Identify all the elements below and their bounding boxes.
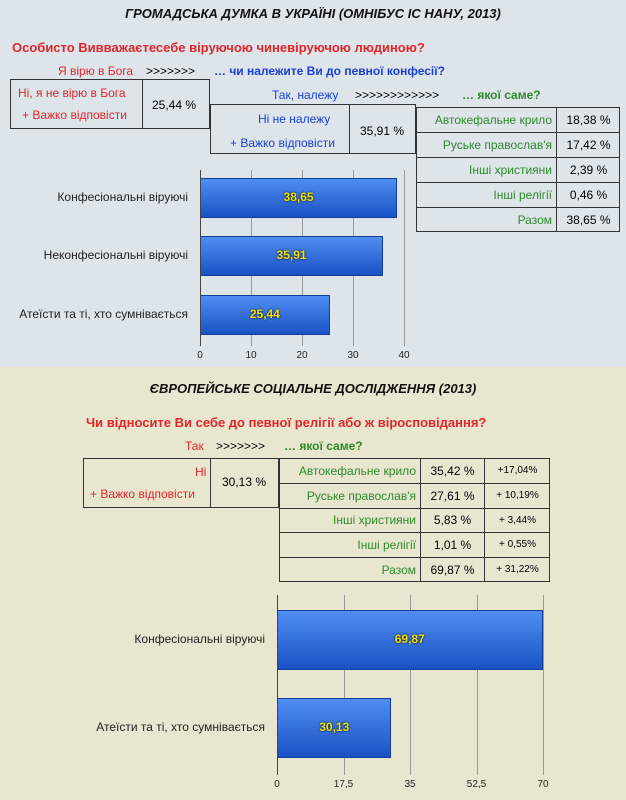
arrows-2: >>>>>>>>>>>> [355,88,440,102]
ess-conf-diff: + 31,22% [496,564,539,575]
conf-row-name: Інші християни [469,162,552,177]
omnibus-title: ГРОМАДСЬКА ДУМКА В УКРАЇНІ (ОМНІБУС ІС НАНУ, 2013) [125,6,501,21]
conf-row-name: Разом [517,212,552,227]
ess-conf-value: 35,42 % [430,463,475,478]
nonconfessional-line2: + Важко відповісти [230,136,335,150]
gridline [543,595,544,775]
category-label: Конфесіональні віруючі [57,190,188,204]
x-tick-label: 0 [274,779,280,790]
x-tick-label: 0 [197,350,203,361]
ess-conf-diff: +17,04% [497,465,538,476]
bar-value-label: 35,91 [276,248,307,262]
x-tick-label: 40 [398,350,410,361]
ess-title: ЄВРОПЕЙСЬКЕ СОЦІАЛЬНЕ ДОСЛІДЖЕННЯ (2013) [149,381,477,396]
y-axis-line [200,170,201,346]
bar-value-label: 25,44 [249,307,280,321]
category-label: Конфесіональні віруючі [134,632,265,646]
category-label: Неконфесіональні віруючі [43,248,188,262]
ess-panel [0,367,626,800]
ess-question: Чи відносите Ви себе до певної релігії або ж віросповідання? [86,415,487,430]
yes-belong: Так, належу [272,88,339,102]
conf-row-name: Руське православ'я [442,137,552,152]
x-tick-label: 52,5 [466,779,487,790]
bar-value-label: 38,65 [283,190,314,204]
conf-row-name: Автокефальне крило [434,112,552,127]
ess-conf-value: 1,01 % [433,537,472,552]
ess-conf-value: 69,87 % [430,562,475,577]
ess-conf-value: 5,83 % [433,513,472,527]
ess-conf-name: Руське православ'я [306,488,416,503]
omnibus-question: Особисто Вивважаєтесебе віруючою чиневіруючою людиною? [12,40,425,55]
nonbeliever-value: 25,44 % [152,98,197,112]
ess-conf-name: Разом [381,562,416,577]
ess-conf-name: Інші релігії [357,537,416,552]
ess-no-line1: Ні [195,465,207,479]
conf-row-value: 38,65 % [566,212,611,227]
ess-conf-name: Інші християни [333,513,416,527]
ess-no-value: 30,13 % [222,475,267,489]
ess-conf-value: 27,61 % [430,488,475,503]
ess-no-line2: + Важко відповісти [90,487,195,501]
category-label: Атеїсти та ті, хто сумнівається [96,720,265,734]
nonconfessional-value: 35,91 % [360,124,405,138]
believe-label: Я вірю в Бога [58,64,134,78]
x-tick-label: 20 [296,350,308,361]
ess-conf-diff: + 3,44% [499,514,536,526]
bar-value-label: 69,87 [394,632,425,646]
conf-row-value: 0,46 % [569,187,608,202]
ess-conf-diff: + 10,19% [496,490,539,501]
y-axis-line [277,595,278,775]
x-tick-label: 17,5 [333,779,354,790]
ess-arrows: >>>>>>> [216,439,266,453]
x-tick-label: 35 [404,779,416,790]
nonbeliever-line2: + Важко відповісти [22,108,127,122]
conf-row-name: Інші релігії [493,187,552,202]
nonconfessional-line1: Ні не належу [258,112,331,126]
conf-row-value: 2,39 % [569,162,608,177]
ess-which: … якої саме? [284,439,363,453]
ess-conf-diff: + 0,55% [499,539,536,550]
x-tick-label: 10 [245,350,257,361]
bar-value-label: 30,13 [319,720,350,734]
ess-yes: Так [185,439,204,453]
ask-confession: … чи належите Ви до певної конфесії? [214,64,445,78]
conf-row-value: 17,42 % [566,137,611,152]
omnibus-panel [0,0,626,367]
category-label: Атеїсти та ті, хто сумнівається [19,307,188,321]
which-label: … якої саме? [462,88,541,102]
conf-row-value: 18,38 % [566,112,611,127]
nonbeliever-line1: Ні, я не вірю в Бога [18,86,126,100]
gridline [404,170,405,346]
arrows-1: >>>>>>> [146,64,196,78]
x-tick-label: 30 [347,350,359,361]
x-tick-label: 70 [537,779,549,790]
ess-conf-name: Автокефальне крило [298,463,416,478]
